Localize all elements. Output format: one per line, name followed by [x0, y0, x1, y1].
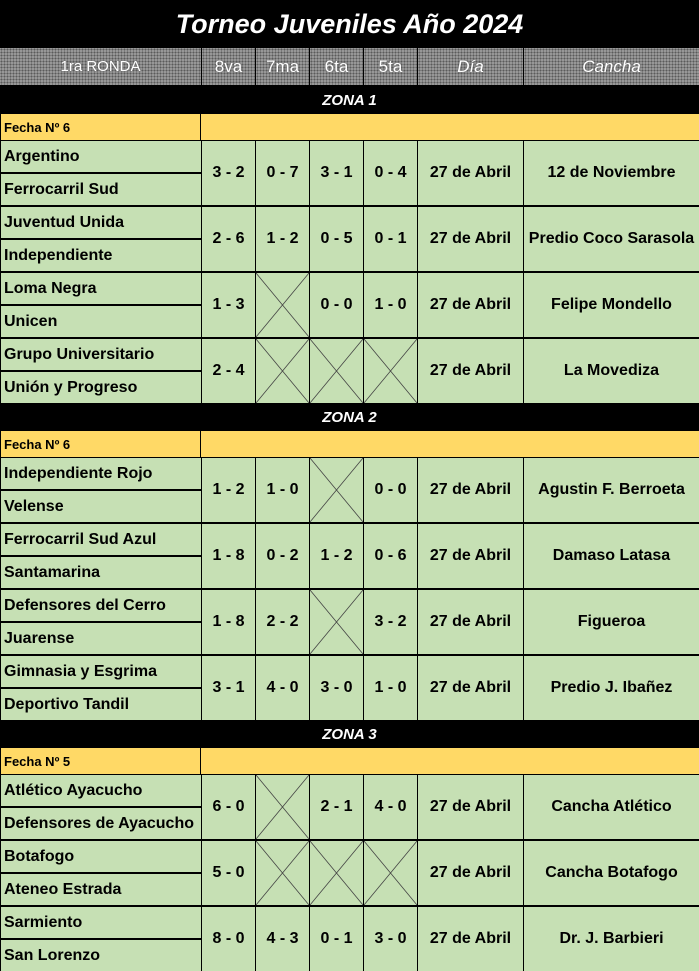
score-8: 3 - 1	[202, 656, 255, 720]
away-team: Deportivo Tandil	[1, 689, 201, 720]
home-team: Ferrocarril Sud Azul	[1, 524, 201, 555]
score-6: 3 - 0	[310, 656, 363, 720]
not-played-cross	[310, 458, 363, 522]
score-7: 0 - 7	[256, 141, 309, 205]
home-team: Loma Negra	[1, 273, 201, 304]
match-day: 27 de Abril	[418, 656, 523, 720]
sheet-title: Torneo Juveniles Año 2024	[0, 0, 699, 48]
match-row	[1, 841, 699, 905]
match-venue: Predio J. Ibañez	[524, 656, 699, 720]
away-team: Ferrocarril Sud	[1, 174, 201, 205]
not-played-cross	[256, 775, 309, 839]
match-row	[1, 141, 699, 205]
match-row	[1, 590, 699, 654]
zone-header: ZONA 3	[0, 720, 699, 748]
match-day: 27 de Abril	[418, 524, 523, 588]
match-row	[1, 207, 699, 271]
match-venue: Dr. J. Barbieri	[524, 907, 699, 971]
header-round: 1ra RONDA	[0, 48, 202, 85]
score-8: 6 - 0	[202, 775, 255, 839]
fecha-label: Fecha Nº 5	[1, 748, 201, 774]
score-5: 4 - 0	[364, 775, 417, 839]
header-6ta: 6ta	[310, 48, 364, 85]
match-day: 27 de Abril	[418, 207, 523, 271]
home-team: Grupo Universitario	[1, 339, 201, 370]
match-row	[1, 273, 699, 337]
fecha-row	[1, 114, 699, 140]
header-day: Día	[418, 48, 524, 85]
match-row	[1, 339, 699, 403]
score-6: 0 - 1	[310, 907, 363, 971]
not-played-cross	[364, 841, 417, 905]
not-played-cross	[256, 273, 309, 337]
match-venue: Damaso Latasa	[524, 524, 699, 588]
away-team: Unicen	[1, 306, 201, 337]
score-5: 0 - 1	[364, 207, 417, 271]
score-8: 2 - 4	[202, 339, 255, 403]
match-day: 27 de Abril	[418, 907, 523, 971]
not-played-cross	[310, 841, 363, 905]
match-day: 27 de Abril	[418, 841, 523, 905]
match-venue: Agustin F. Berroeta	[524, 458, 699, 522]
home-team: Independiente Rojo	[1, 458, 201, 489]
zone-header: ZONA 1	[0, 86, 699, 114]
match-venue: La Movediza	[524, 339, 699, 403]
fecha-label: Fecha Nº 6	[1, 114, 201, 140]
not-played-cross	[256, 841, 309, 905]
match-row	[1, 524, 699, 588]
match-venue: Cancha Botafogo	[524, 841, 699, 905]
score-5: 0 - 0	[364, 458, 417, 522]
match-row	[1, 775, 699, 839]
not-played-cross	[364, 339, 417, 403]
score-8: 1 - 2	[202, 458, 255, 522]
score-6: 1 - 2	[310, 524, 363, 588]
score-6: 0 - 0	[310, 273, 363, 337]
header-8va: 8va	[202, 48, 256, 85]
home-team: Botafogo	[1, 841, 201, 872]
score-8: 3 - 2	[202, 141, 255, 205]
score-7: 1 - 0	[256, 458, 309, 522]
home-team: Atlético Ayacucho	[1, 775, 201, 806]
away-team: Juarense	[1, 623, 201, 654]
match-day: 27 de Abril	[418, 339, 523, 403]
away-team: Defensores de Ayacucho	[1, 808, 201, 839]
zone-header: ZONA 2	[0, 403, 699, 431]
match-day: 27 de Abril	[418, 141, 523, 205]
match-venue: Cancha Atlético	[524, 775, 699, 839]
fecha-row	[1, 431, 699, 457]
score-7: 0 - 2	[256, 524, 309, 588]
not-played-cross	[310, 339, 363, 403]
away-team: San Lorenzo	[1, 940, 201, 971]
score-6: 0 - 5	[310, 207, 363, 271]
home-team: Gimnasia y Esgrima	[1, 656, 201, 687]
match-day: 27 de Abril	[418, 273, 523, 337]
score-8: 5 - 0	[202, 841, 255, 905]
score-5: 0 - 4	[364, 141, 417, 205]
score-7: 2 - 2	[256, 590, 309, 654]
header-venue: Cancha	[524, 48, 699, 85]
fecha-row	[1, 748, 699, 774]
home-team: Sarmiento	[1, 907, 201, 938]
header-5ta: 5ta	[364, 48, 418, 85]
score-5: 0 - 6	[364, 524, 417, 588]
score-7: 4 - 0	[256, 656, 309, 720]
score-6: 2 - 1	[310, 775, 363, 839]
not-played-cross	[310, 590, 363, 654]
home-team: Juventud Unida	[1, 207, 201, 238]
score-5: 3 - 2	[364, 590, 417, 654]
match-venue: Felipe Mondello	[524, 273, 699, 337]
header-7ma: 7ma	[256, 48, 310, 85]
score-5: 1 - 0	[364, 273, 417, 337]
away-team: Independiente	[1, 240, 201, 271]
score-5: 3 - 0	[364, 907, 417, 971]
score-7: 1 - 2	[256, 207, 309, 271]
match-day: 27 de Abril	[418, 775, 523, 839]
match-day: 27 de Abril	[418, 590, 523, 654]
away-team: Santamarina	[1, 557, 201, 588]
score-6: 3 - 1	[310, 141, 363, 205]
match-venue: Predio Coco Sarasola	[524, 207, 699, 271]
away-team: Unión y Progreso	[1, 372, 201, 403]
score-8: 1 - 3	[202, 273, 255, 337]
match-row	[1, 458, 699, 522]
score-8: 2 - 6	[202, 207, 255, 271]
away-team: Velense	[1, 491, 201, 522]
score-8: 8 - 0	[202, 907, 255, 971]
match-venue: Figueroa	[524, 590, 699, 654]
match-row	[1, 656, 699, 720]
match-venue: 12 de Noviembre	[524, 141, 699, 205]
not-played-cross	[256, 339, 309, 403]
fecha-label: Fecha Nº 6	[1, 431, 201, 457]
score-5: 1 - 0	[364, 656, 417, 720]
home-team: Argentino	[1, 141, 201, 172]
match-day: 27 de Abril	[418, 458, 523, 522]
home-team: Defensores del Cerro	[1, 590, 201, 621]
match-row	[1, 907, 699, 971]
score-7: 4 - 3	[256, 907, 309, 971]
score-8: 1 - 8	[202, 524, 255, 588]
away-team: Ateneo Estrada	[1, 874, 201, 905]
score-8: 1 - 8	[202, 590, 255, 654]
